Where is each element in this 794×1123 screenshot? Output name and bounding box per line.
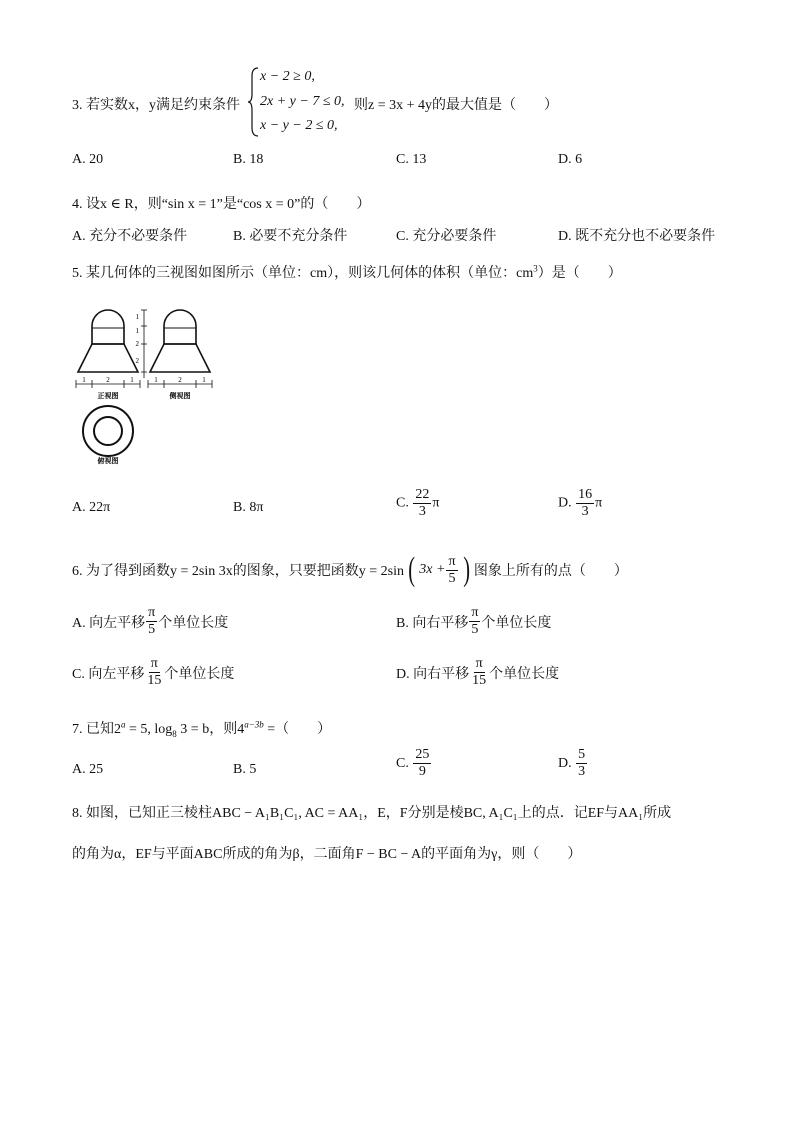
- q6-b-pre: B. 向右平移: [396, 615, 469, 631]
- q6-c-num: π: [150, 656, 158, 671]
- q7-d-prefix: D.: [558, 755, 572, 771]
- q6-b-num: π: [471, 605, 479, 620]
- q5-option-a: A. 22π: [72, 500, 111, 515]
- q4-option-d: D. 既不充分也不必要条件: [558, 229, 716, 244]
- top-view-label: 俯视图: [97, 457, 119, 465]
- q7-c-den: 9: [418, 764, 426, 779]
- q8-line-1: 8. 如图，已知正三棱柱ABC − A₁B₁C₁, AC = AA₁，E，F分别是棱BC, A₁C₁上的点．记EF与AA₁所成: [72, 806, 672, 821]
- q4-option-b: B. 必要不充分条件: [233, 229, 348, 244]
- q7-d-fraction: [576, 748, 587, 779]
- q7-c-fraction: [413, 748, 431, 779]
- q5-d-prefix: D.: [558, 495, 572, 511]
- q5-c-prefix: C.: [396, 495, 409, 511]
- q5-stem-sup: 3: [533, 263, 538, 274]
- q5-option-c: [396, 488, 439, 519]
- q6-b-den: 5: [471, 622, 479, 637]
- dim-h-2: 2: [106, 376, 110, 384]
- q7-d-den: 3: [578, 764, 586, 779]
- q6-c-post: 个单位长度: [164, 666, 235, 682]
- q7-option-c: [396, 748, 432, 779]
- horizontal-dimension: [76, 380, 212, 388]
- q6-stem: [72, 553, 628, 587]
- q6-option-d: [396, 657, 559, 688]
- q6-d-post: 个单位长度: [489, 666, 560, 682]
- dim-v-3: 2: [135, 340, 139, 348]
- q3-option-a: A. 20: [72, 152, 104, 167]
- q7-c-prefix: C.: [396, 755, 409, 771]
- q6-c-pre: C. 向左平移: [72, 666, 145, 682]
- side-view-label: 侧视图: [169, 392, 191, 400]
- q5-d-num: 16: [578, 487, 593, 502]
- q5-d-fraction: [576, 488, 594, 519]
- q7-option-a: A. 25: [72, 762, 104, 777]
- q6-option-a: [72, 606, 228, 637]
- q3-option-c: C. 13: [396, 152, 427, 167]
- dim-h-3: 1: [130, 376, 134, 384]
- q3-constraint-3: x − y − 2 ≤ 0,: [260, 118, 338, 133]
- q5-option-d: [558, 488, 602, 519]
- q7-sub-8: 8: [172, 728, 177, 739]
- q3-lead: 3. 若实数x，y满足约束条件: [72, 98, 240, 113]
- q7-sup-a: a: [121, 719, 126, 730]
- q4-option-a: A. 充分不必要条件: [72, 229, 188, 244]
- paren-left-icon: (: [408, 551, 416, 588]
- dim-h-1: 1: [82, 376, 86, 384]
- q5-d-den: 3: [581, 504, 589, 519]
- q7-d-num: 5: [578, 747, 586, 762]
- q4-stem: 4. 设x ∈ R，则“sin x = 1”是“cos x = 0”的（ ）: [72, 197, 371, 212]
- dim-h-5: 2: [178, 376, 182, 384]
- q7-stem-d: =（ ）: [263, 722, 332, 737]
- q4-option-c: C. 充分必要条件: [396, 229, 497, 244]
- q3-constraint-1: x − 2 ≥ 0,: [260, 69, 315, 84]
- paren-right-icon: ): [462, 551, 470, 588]
- q6-c-den: 15: [147, 673, 162, 688]
- dim-v-2: 1: [135, 327, 139, 335]
- q5-c-den: 3: [418, 504, 426, 519]
- q8-line-2: 的角为α，EF与平面ABC所成的角为β，二面角F − BC − A的平面角为γ，则（ ）: [72, 847, 582, 862]
- q7-option-b: B. 5: [233, 762, 257, 777]
- q7-stem-a: 7. 已知2: [72, 722, 121, 737]
- q5-c-num: 22: [415, 487, 430, 502]
- q6-frac-num: π: [448, 553, 456, 569]
- q6-stem-b: 图象上所有的点（ ）: [473, 564, 628, 579]
- q6-c-fraction: [145, 657, 163, 688]
- q5-stem-text: 5. 某几何体的三视图如图所示（单位：cm），则该几何体的体积（单位：cm: [72, 266, 534, 281]
- dim-v-1: 1: [135, 313, 139, 321]
- q3-tail: 则z = 3x + 4y的最大值是（ ）: [354, 98, 559, 113]
- q6-a-post: 个单位长度: [158, 615, 229, 631]
- q6-stem-a: 6. 为了得到函数y = 2sin 3x的图象，只要把函数y = 2sin: [72, 564, 404, 579]
- q5-c-suffix: π: [432, 495, 440, 511]
- q6-d-num: π: [475, 656, 483, 671]
- q3-option-d: D. 6: [558, 152, 583, 167]
- q6-inner: 3x +: [419, 562, 446, 577]
- dim-h-6: 1: [202, 376, 206, 384]
- q6-b-fraction: [469, 606, 480, 637]
- q5-c-fraction: [413, 488, 431, 519]
- q3-option-b: B. 18: [233, 152, 264, 167]
- q7-stem-c: 3 = b，则4: [176, 722, 245, 737]
- q6-b-post: 个单位长度: [481, 615, 552, 631]
- q7-c-num: 25: [415, 747, 430, 762]
- q6-a-pre: A. 向左平移: [72, 615, 146, 631]
- q6-a-fraction: [146, 606, 157, 637]
- q6-d-pre: D. 向右平移: [396, 666, 470, 682]
- brace-icon: [247, 66, 259, 138]
- q5-option-b: B. 8π: [233, 500, 264, 515]
- front-view-label: 正视图: [97, 392, 119, 400]
- dim-v-4: 2: [135, 357, 139, 365]
- q6-a-den: 5: [148, 622, 156, 637]
- q7-stem: [72, 718, 331, 739]
- q7-sup-b: a−3b: [244, 719, 264, 730]
- three-view-figure: [68, 300, 218, 470]
- q5-stem-end: ）是（ ）: [537, 266, 622, 281]
- front-view: [78, 310, 138, 372]
- vertical-dimension: [141, 310, 147, 378]
- q6-a-num: π: [148, 605, 156, 620]
- q6-d-den: 15: [472, 673, 487, 688]
- q6-d-fraction: [470, 657, 488, 688]
- q5-stem: [72, 262, 622, 282]
- dim-h-4: 1: [154, 376, 158, 384]
- q6-option-c: [72, 657, 234, 688]
- side-view: [150, 310, 210, 372]
- q3-constraint-2: 2x + y − 7 ≤ 0,: [260, 94, 345, 109]
- q7-option-d: [558, 748, 588, 779]
- q6-frac-den: 5: [448, 570, 456, 586]
- q6-option-b: [396, 606, 551, 637]
- q6-fraction: [446, 555, 457, 586]
- top-view: [83, 406, 133, 456]
- q5-d-suffix: π: [595, 495, 603, 511]
- q7-stem-b: = 5, log: [125, 722, 173, 737]
